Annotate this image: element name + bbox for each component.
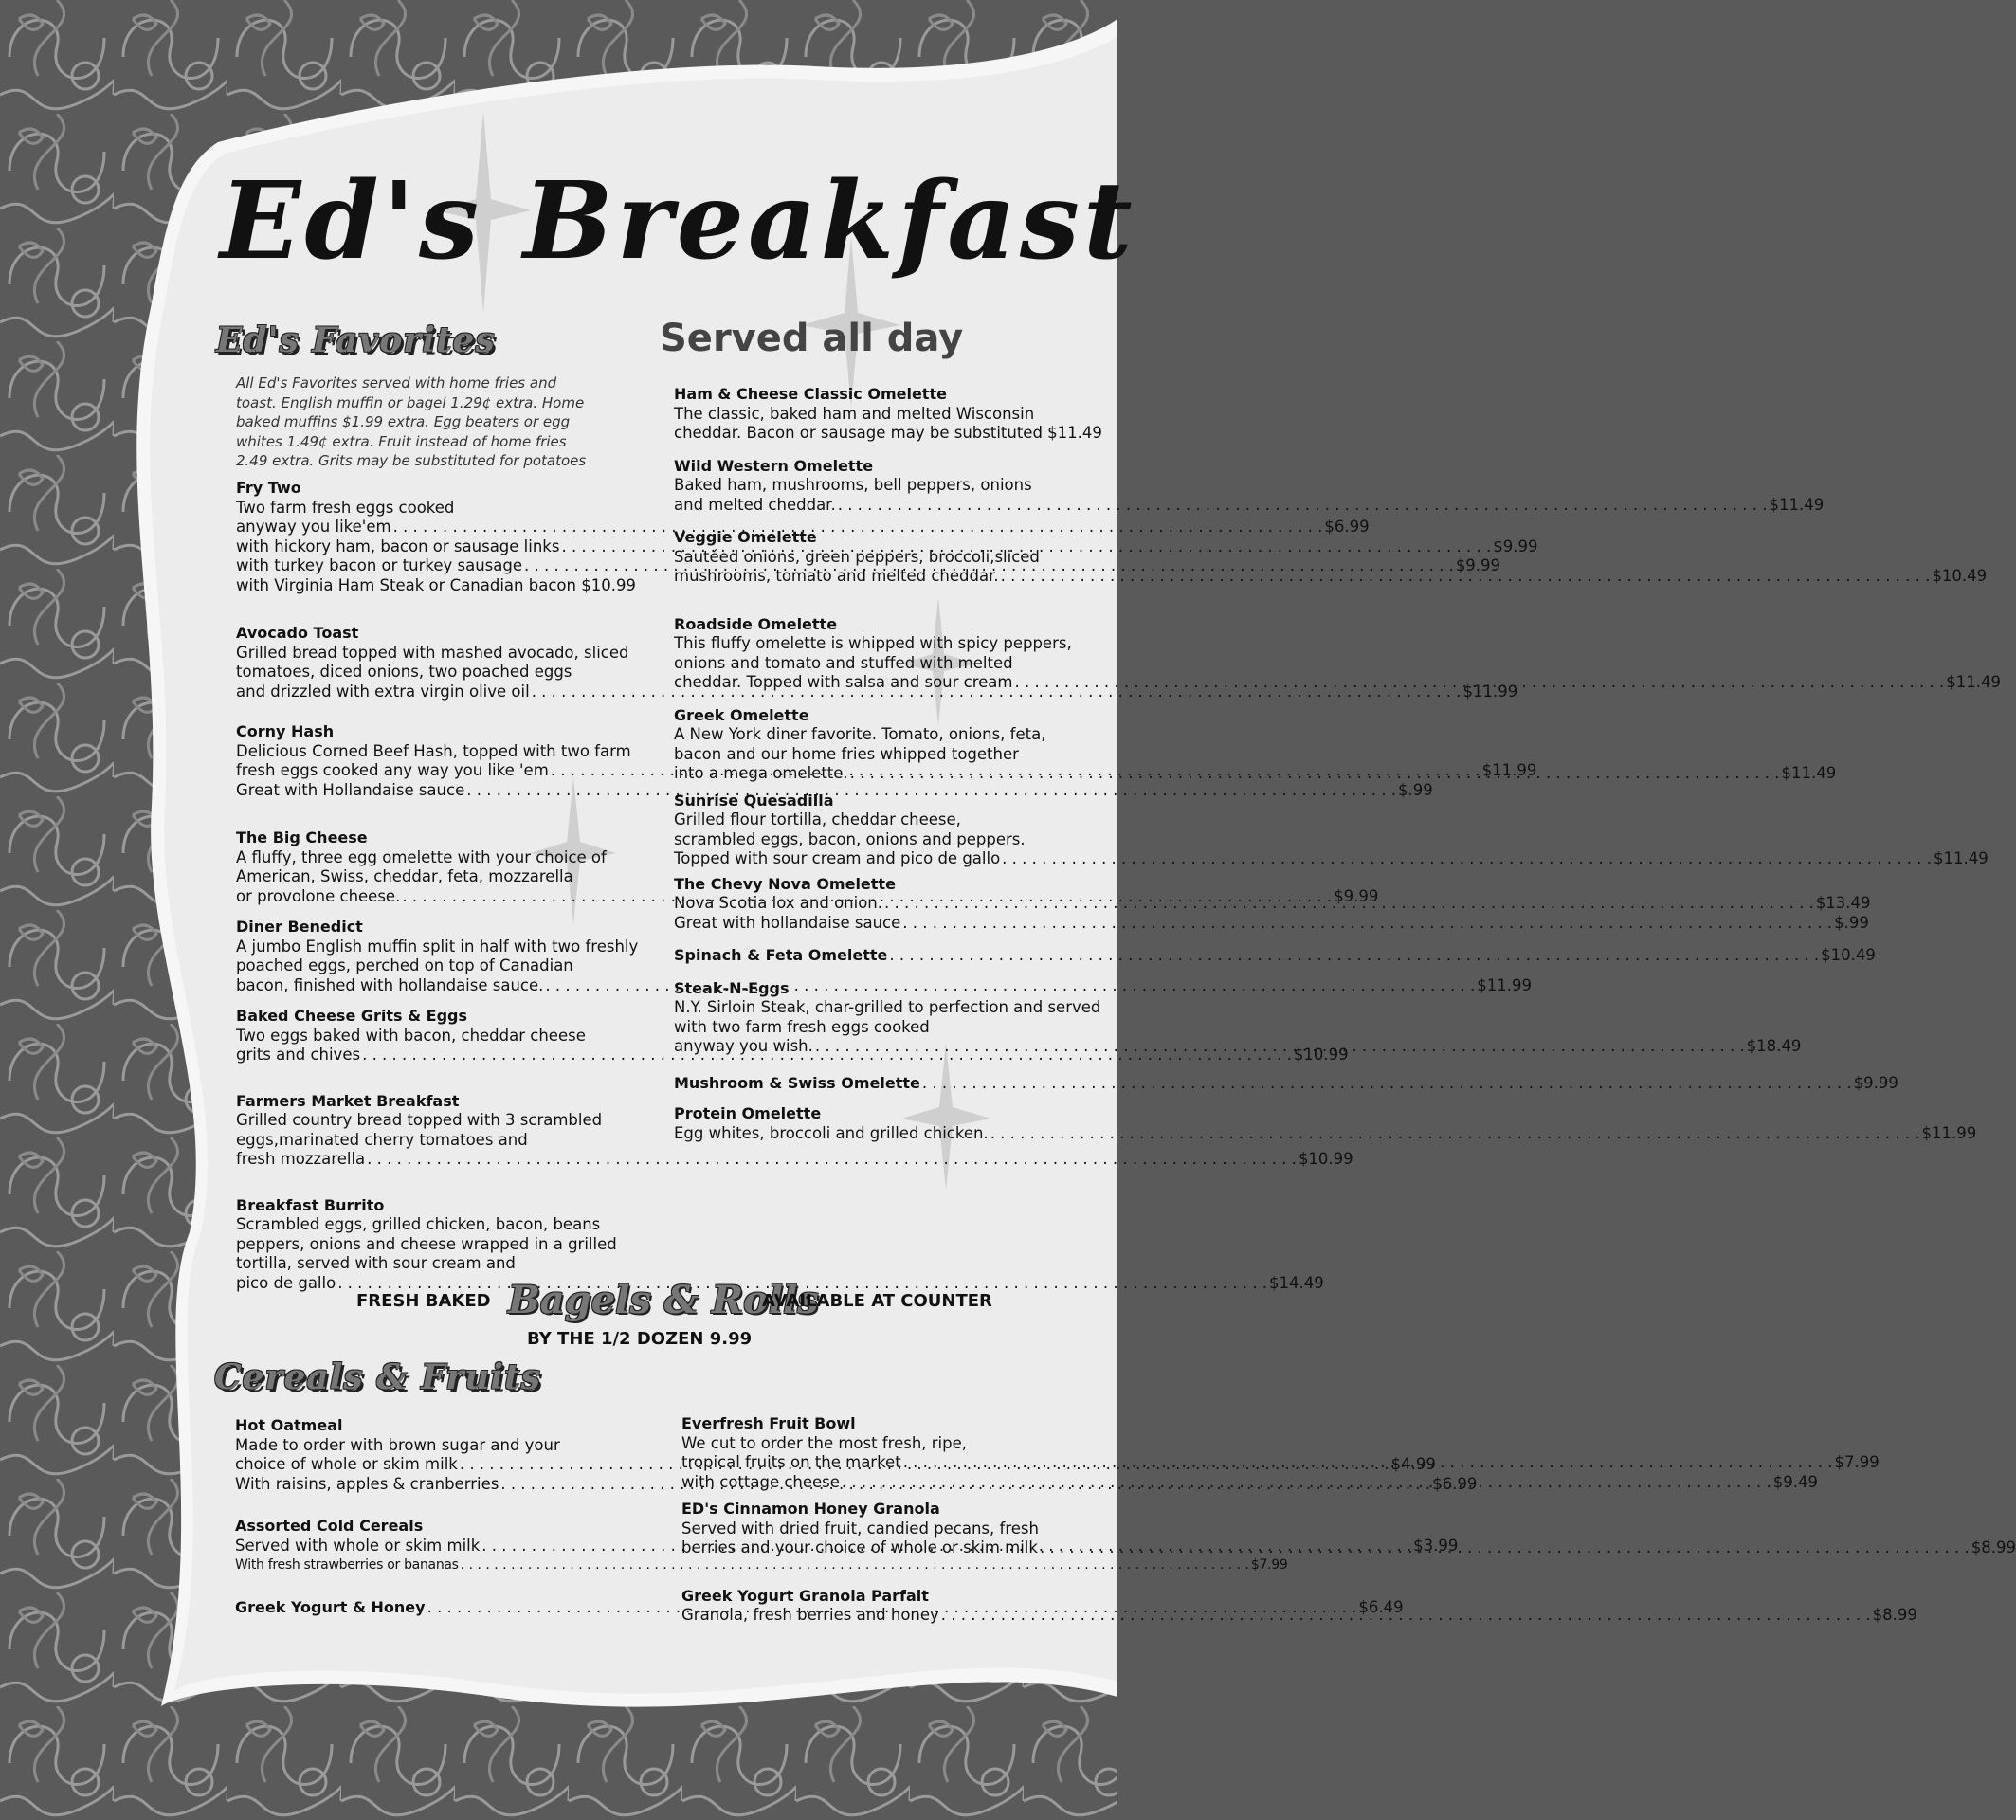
- menu-item-line: [681, 1434, 1049, 1454]
- menu-item-line: [674, 810, 1044, 830]
- menu-item-name: Fry Two: [236, 479, 301, 497]
- menu-item-description: N.Y. Sirloin Steak, char-grilled to perfection and served: [674, 998, 1101, 1016]
- menu-item-line: [236, 956, 606, 976]
- menu-item-line: [236, 1234, 617, 1255]
- menu-item-price: $11.99: [1481, 761, 1537, 779]
- served-all-day: Served all day: [660, 317, 964, 360]
- menu-item-price: $11.49: [1946, 673, 2002, 691]
- menu-item-description: anyway you like'em: [236, 518, 391, 536]
- menu-item-description: cheddar. Bacon or sausage may be substituted $11.49: [674, 424, 1102, 442]
- menu-item-price: $9.99: [1334, 886, 1379, 905]
- menu-item-price-line: [674, 567, 1988, 587]
- dot-leader: [848, 764, 1782, 784]
- menu-item-description: with turkey bacon or turkey sausage: [236, 556, 523, 574]
- bagels-banner: [356, 1278, 1020, 1323]
- menu-item-description: into a mega omelette.: [674, 764, 848, 782]
- menu-item-description: A New York diner favorite. Tomato, onions, feta,: [674, 725, 1046, 743]
- dot-leader: [999, 567, 1933, 587]
- menu-item-line: [236, 1111, 606, 1131]
- dot-leader: [365, 1150, 1299, 1170]
- menu-item-price: $.99: [1834, 913, 1869, 932]
- dot-leader: [920, 1074, 1854, 1094]
- dot-leader: [882, 894, 1816, 914]
- menu-item-name: Diner Benedict: [236, 918, 363, 936]
- menu-item-line: [674, 476, 1044, 496]
- menu-item-name: Greek Omelette: [674, 705, 809, 724]
- menu-item-line: [236, 499, 606, 519]
- menu-item-price: $10.99: [1293, 1046, 1349, 1064]
- bagels-title: Bagels & Rolls: [508, 1278, 819, 1322]
- menu-item-line: [674, 654, 1044, 674]
- menu-item-name: Hot Oatmeal: [235, 1416, 343, 1434]
- menu-item-price: $10.49: [1932, 567, 1988, 585]
- menu-item-description: We cut to order the most fresh, ripe,: [681, 1433, 968, 1452]
- menu-item-price: $8.99: [1971, 1538, 2016, 1556]
- menu-item-description: American, Swiss, cheddar, feta, mozzarella: [236, 867, 573, 885]
- menu-item-description: With raisins, apples & cranberries: [235, 1474, 499, 1493]
- menu-item-description: Two farm fresh eggs cooked: [236, 498, 455, 517]
- menu-item-line: [236, 937, 639, 957]
- menu-item-line: [236, 741, 631, 762]
- menu-item-line: [674, 725, 1044, 745]
- menu-item-description: fresh mozzarella: [236, 1150, 366, 1168]
- menu-item-price: $7.99: [1834, 1453, 1880, 1471]
- menu-item-price: $9.99: [1455, 556, 1501, 574]
- menu-item: [674, 1073, 1898, 1094]
- dot-leader: [813, 1037, 1747, 1057]
- menu-item-price: $11.49: [1933, 849, 1989, 867]
- menu-item-description: Nova Scotia lox and onion.: [674, 894, 883, 912]
- menu-item-price: $6.99: [1432, 1474, 1478, 1493]
- menu-item-price-line: [236, 1150, 1353, 1170]
- menu-item-name: ED's Cinnamon Honey Granola: [681, 1500, 940, 1518]
- menu-item-name: Roadside Omelette: [674, 614, 838, 633]
- menu-item-description: Egg whites, broccoli and grilled chicken.: [674, 1123, 989, 1142]
- menu-item-line: [236, 1027, 606, 1046]
- menu-item: [674, 456, 1825, 516]
- menu-item-description: Served with dried fruit, candied pecans, fresh: [681, 1519, 1039, 1538]
- menu-item-description: A jumbo English muffin split in half with two freshly: [236, 937, 639, 956]
- menu-item: [674, 791, 1989, 869]
- menu-item-description: peppers, onions and cheese wrapped in a grilled: [236, 1234, 617, 1253]
- dot-leader: [1038, 1538, 1971, 1558]
- menu-item-description: eggs,marinated cherry tomatoes and: [236, 1130, 528, 1149]
- menu-item-line: [674, 424, 1102, 444]
- menu-item-line: [235, 1436, 605, 1456]
- menu-item-price: $8.99: [1872, 1606, 1917, 1624]
- dot-leader: [840, 1473, 1773, 1493]
- menu-item-price: $11.49: [1781, 764, 1837, 782]
- menu-item-price: $18.49: [1746, 1037, 1802, 1055]
- menu-item-price: $6.49: [1358, 1597, 1404, 1616]
- menu-item-description: and drizzled with extra virgin olive oil: [236, 682, 530, 701]
- menu-item-price: $14.49: [1268, 1273, 1324, 1292]
- bagels-pre-text: FRESH BAKED: [356, 1291, 491, 1311]
- menu-item-description: A fluffy, three egg omelette with your choice of: [236, 847, 607, 866]
- menu-item-price-line: [674, 495, 1825, 516]
- menu-item-price: $3.99: [1413, 1536, 1459, 1555]
- menu-item-line: [236, 867, 606, 887]
- menu-item-description: onions and tomato and stuffed with melted: [674, 653, 1013, 672]
- menu-item-description: and melted cheddar.: [674, 495, 836, 514]
- menu-item-name: Protein Omelette: [674, 1104, 822, 1122]
- menu-item-line: [674, 548, 1044, 568]
- menu-item-price: $10.99: [1298, 1150, 1353, 1168]
- cereals-heading: Cereals & Fruits: [214, 1357, 541, 1397]
- menu-item-line: [674, 634, 1072, 654]
- menu-item-description: Granola, fresh berries and honey: [681, 1606, 939, 1624]
- menu-item-description: fresh eggs cooked any way you like 'em: [236, 761, 549, 779]
- bagels-price: BY THE 1/2 DOZEN 9.99: [527, 1329, 753, 1349]
- menu-item-price: $11.99: [1921, 1123, 1977, 1142]
- menu-item-description: anyway you wish.: [674, 1037, 813, 1055]
- menu-item-name: The Chevy Nova Omelette: [674, 874, 896, 893]
- menu-item-name: The Big Cheese: [236, 828, 368, 846]
- menu-item-line: [681, 1520, 1049, 1539]
- menu-item-description: with two farm fresh eggs cooked: [674, 1017, 930, 1036]
- menu-item-description: or provolone cheese.: [236, 886, 401, 905]
- menu-item-line: [674, 830, 1044, 850]
- dot-leader: [887, 946, 1821, 966]
- menu-item-description: tomatoes, diced onions, two poached eggs: [236, 663, 572, 681]
- menu-item-name: Corny Hash: [236, 722, 335, 740]
- menu-item-description: scrambled eggs, bacon, onions and peppers.: [674, 829, 1026, 848]
- menu-item-name: Mushroom & Swiss Omelette: [674, 1073, 920, 1092]
- menu-item-description: bacon and our home fries whipped together: [674, 744, 1019, 763]
- menu-item-price: $11.49: [1769, 495, 1825, 514]
- menu-title: Ed's Breakfast: [220, 159, 1136, 283]
- menu-item-name: Sunrise Quesadilla: [674, 791, 834, 810]
- menu-item-description: Great with Hollandaise sauce: [236, 780, 465, 799]
- menu-item-line: [236, 848, 606, 868]
- menu-item-price: $.99: [1398, 780, 1433, 799]
- menu-item-description: With fresh strawberries or bananas: [235, 1557, 459, 1573]
- menu-item-name: Steak-N-Eggs: [674, 978, 790, 997]
- menu-item-description: tropical fruits on the market: [681, 1453, 901, 1471]
- menu-item-description: Topped with sour cream and pico de gallo: [674, 849, 1001, 867]
- menu-item-description: Served with whole or skim milk: [235, 1536, 481, 1555]
- menu-item-description: tortilla, served with sour cream and: [236, 1254, 516, 1272]
- menu-item-price: $7.99: [1250, 1557, 1288, 1573]
- menu-item-name: Greek Yogurt & Honey: [235, 1597, 426, 1616]
- menu-item-name: Ham & Cheese Classic Omelette: [674, 385, 947, 403]
- menu-item-description: This fluffy omelette is whipped with spicy peppers,: [674, 634, 1072, 652]
- menu-item-description: Made to order with brown sugar and your: [235, 1435, 560, 1454]
- menu-item-description: mushrooms, tomato and melted cheddar.: [674, 567, 999, 585]
- dot-leader: [1000, 849, 1934, 869]
- menu-item-price: $6.99: [1324, 518, 1370, 536]
- bagels-post-text: AVAILABLE AT COUNTER: [762, 1291, 992, 1311]
- menu-item-name: Everfresh Fruit Bowl: [681, 1414, 856, 1432]
- menu-item-description: The classic, baked ham and melted Wisconsin: [674, 404, 1035, 423]
- dot-leader: [900, 914, 1834, 934]
- menu-item-description: with cottage cheese: [681, 1472, 840, 1491]
- menu-item-name: Wild Western Omelette: [674, 456, 874, 475]
- menu-item-description: bacon, finished with hollandaise sauce.: [236, 975, 544, 994]
- menu-item-description: Baked ham, mushrooms, bell peppers, onions: [674, 476, 1032, 494]
- menu-item-row: [674, 946, 1876, 966]
- menu-item-line: [236, 663, 606, 682]
- menu-item-description: pico de gallo: [236, 1273, 336, 1292]
- menu-item-description: Great with hollandaise sauce: [674, 913, 901, 932]
- menu-item-description: choice of whole or skim milk: [235, 1455, 458, 1473]
- menu-item-description: berries and your choice of whole or skim milk: [681, 1538, 1038, 1556]
- menu-item-price: $11.99: [1477, 975, 1532, 994]
- menu-item: [674, 946, 1876, 966]
- menu-item-name: Spinach & Feta Omelette: [674, 946, 888, 964]
- menu-item-row: [674, 1073, 1898, 1094]
- menu-item-description: with Virginia Ham Steak or Canadian bacon $10.99: [236, 575, 636, 594]
- menu-item-description: poached eggs, perched on top of Canadian: [236, 956, 573, 974]
- menu-item-line: [236, 575, 636, 596]
- menu-item-line: [674, 1018, 1044, 1038]
- menu-item-line: [674, 998, 1101, 1018]
- menu-item-description: Grilled flour tortilla, cheddar cheese,: [674, 810, 961, 828]
- menu-item-description: Grilled country bread topped with 3 scrambled: [236, 1111, 603, 1129]
- menu-item-line: [236, 1254, 606, 1274]
- dot-leader: [989, 1124, 1922, 1144]
- menu-item-price: $9.49: [1772, 1472, 1818, 1491]
- dot-leader: [939, 1606, 1873, 1626]
- menu-item: [674, 385, 1102, 444]
- menu-item-name: Veggie Omelette: [674, 528, 817, 546]
- menu-item-name: Avocado Toast: [236, 624, 359, 642]
- menu-item-price-line: [235, 1556, 1288, 1575]
- menu-item-description: cheddar. Topped with salsa and sour cream: [674, 673, 1013, 691]
- menu-item-name: Baked Cheese Grits & Eggs: [236, 1007, 467, 1025]
- menu-item-line: [674, 405, 1044, 425]
- menu-item-description: Scrambled eggs, grilled chicken, bacon, beans: [236, 1215, 601, 1233]
- menu-item-line: [236, 1131, 606, 1151]
- menu-item-description: Two eggs baked with bacon, cheddar cheese: [236, 1026, 586, 1045]
- menu-item-description: Sautéed onions, green peppers, broccoli,sliced: [674, 547, 1040, 566]
- menu-item-price-line: [674, 913, 1869, 934]
- menu-item-line: [236, 643, 629, 664]
- favorites-heading: Ed's Favorites: [216, 320, 496, 360]
- menu-item-description: grits and chives: [236, 1046, 361, 1064]
- menu-item-name: Breakfast Burrito: [236, 1195, 385, 1214]
- menu-item: [674, 1104, 1977, 1143]
- menu-item-price: $11.99: [1462, 682, 1518, 701]
- menu-item-line: [674, 745, 1044, 765]
- menu-item-description: Delicious Corned Beef Hash, topped with two farm: [236, 741, 631, 760]
- menu-item-name: Farmers Market Breakfast: [236, 1091, 460, 1110]
- menu-item-description: with hickory ham, bacon or sausage links: [236, 537, 560, 555]
- dot-leader: [836, 496, 1770, 516]
- menu-item-name: Assorted Cold Cereals: [235, 1517, 424, 1535]
- dot-leader: [1012, 673, 1946, 693]
- menu-item-price: $4.99: [1390, 1455, 1436, 1473]
- menu-item-price: $10.49: [1821, 946, 1876, 964]
- menu-item-line: [236, 1215, 606, 1235]
- menu-item-price-line: [674, 1123, 1977, 1144]
- menu-item-price-line: [674, 849, 1989, 869]
- menu-item-price: $9.99: [1853, 1073, 1898, 1092]
- menu-item-price: $9.99: [1493, 537, 1538, 555]
- menu-item-price: $13.49: [1815, 894, 1871, 912]
- menu-item-name: Greek Yogurt Granola Parfait: [681, 1586, 929, 1605]
- dot-leader: [901, 1453, 1835, 1473]
- favorites-intro: All Ed's Favorites served with home fries and toast. English muffin or bagel 1.29¢ extra. Home baked muffins $1.99 extra. Egg beaters or egg whites 1.49¢ extra. Fruit instead of home fries 2.49 extra. Grits may be substituted for potatoes: [236, 374, 587, 469]
- menu-item-description: Grilled bread topped with mashed avocado, sliced: [236, 643, 629, 662]
